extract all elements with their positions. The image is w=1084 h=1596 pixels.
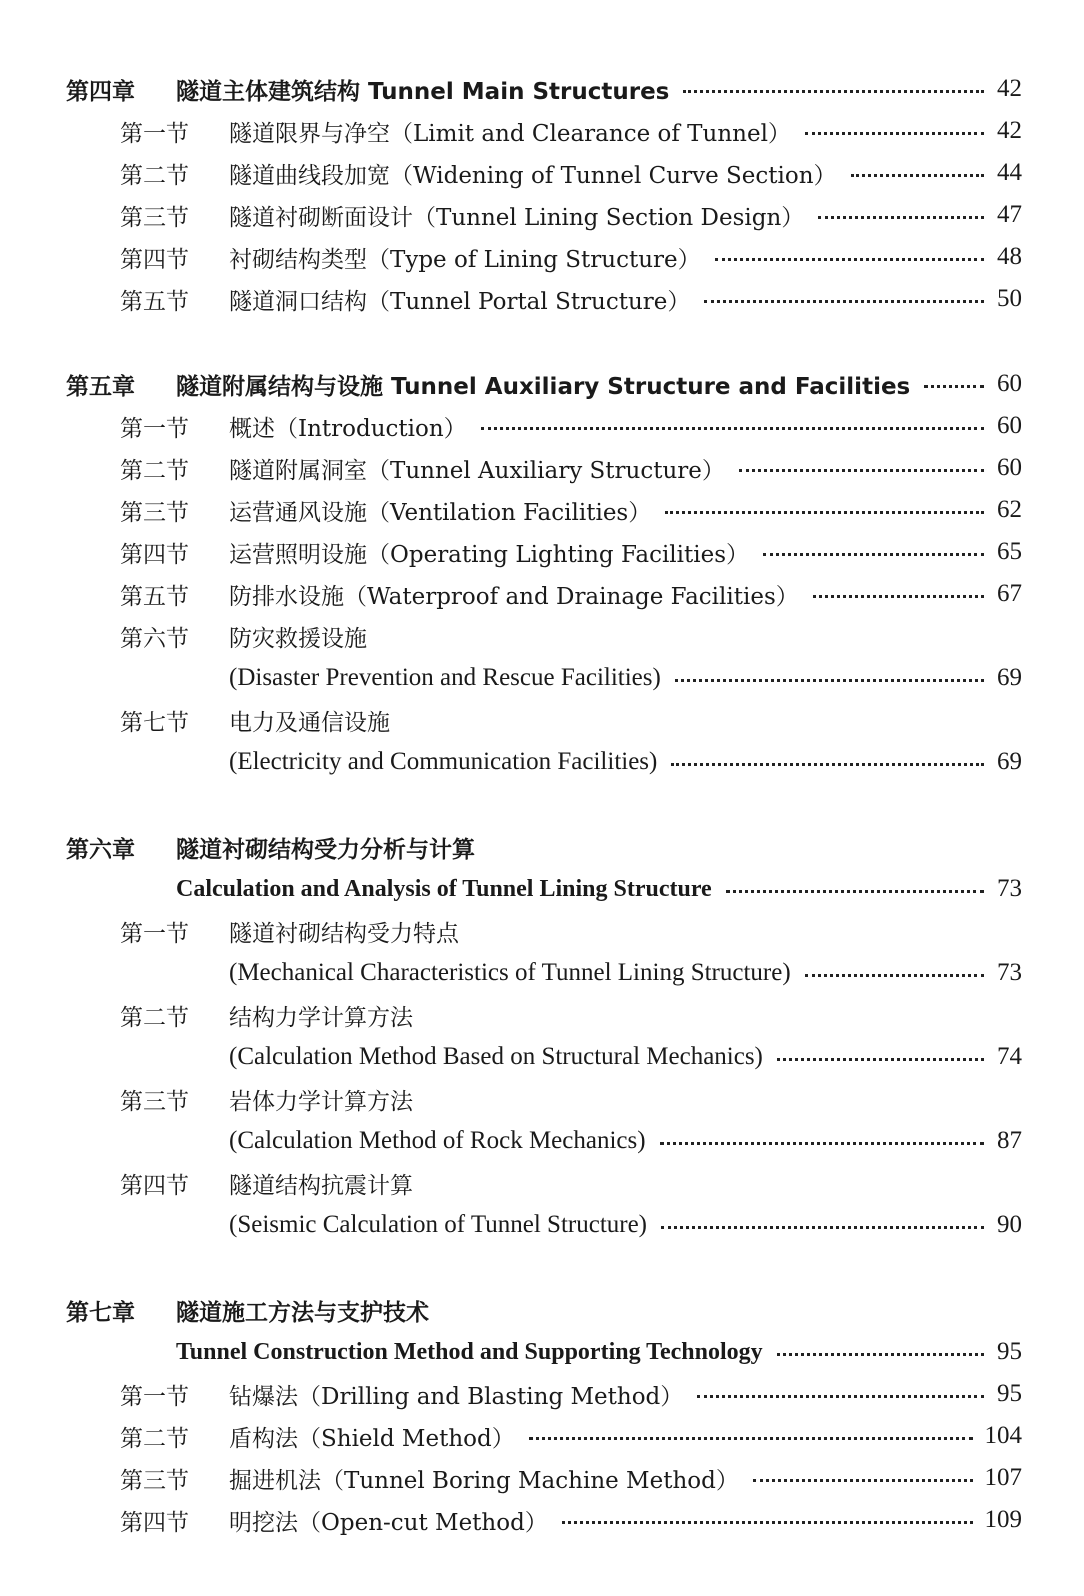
chapter-title-en: Calculation and Analysis of Tunnel Lining Structure: [176, 875, 712, 902]
dot-leader: [660, 1142, 984, 1145]
dot-leader: [661, 1226, 984, 1229]
page-number: 87: [997, 1127, 1022, 1154]
section-row: [0, 489, 1022, 531]
section-row: [0, 531, 1022, 573]
page-number: 44: [997, 159, 1022, 186]
chapter-title: 隧道附属结构与设施 Tunnel Auxiliary Structure and Facilities: [176, 373, 911, 400]
dot-leader: [665, 511, 984, 514]
dot-leader: [704, 300, 984, 303]
section-row: [0, 699, 1022, 741]
section-title: 电力及通信设施: [229, 709, 390, 736]
dot-leader: [777, 1353, 984, 1356]
section-row: [0, 110, 1022, 152]
chapter-row: [0, 68, 1022, 110]
section-row: [0, 910, 1022, 952]
section-label: 第二节: [120, 1004, 189, 1031]
section-label: 第二节: [120, 162, 189, 189]
page-number: 104: [984, 1422, 1022, 1449]
page-number: 69: [997, 664, 1022, 691]
dot-leader: [805, 132, 984, 135]
section-row-continued: [0, 741, 1022, 783]
section-title: 运营照明设施（Operating Lighting Facilities）: [229, 541, 750, 568]
section-title: 运营通风设施（Ventilation Facilities）: [229, 499, 652, 526]
section-title: 钻爆法（Drilling and Blasting Method）: [229, 1383, 684, 1410]
chapter-label: 第七章: [66, 1299, 135, 1326]
section-title: 结构力学计算方法: [229, 1004, 413, 1031]
dot-leader: [851, 174, 984, 177]
section-label: 第三节: [120, 1467, 189, 1494]
section-row: [0, 994, 1022, 1036]
page-number: 47: [997, 201, 1022, 228]
section-label: 第四节: [120, 1172, 189, 1199]
section-row: [0, 236, 1022, 278]
page-number: 62: [997, 496, 1022, 523]
page-number: 60: [997, 412, 1022, 439]
section-label: 第三节: [120, 1088, 189, 1115]
section-label: 第二节: [120, 457, 189, 484]
chapter-row: [0, 1289, 1022, 1331]
section-row: [0, 573, 1022, 615]
section-title: 隧道附属洞室（Tunnel Auxiliary Structure）: [229, 457, 725, 484]
chapter-label: 第四章: [66, 78, 135, 105]
chapter-row-continued: [0, 1331, 1022, 1373]
page-number: 95: [997, 1380, 1022, 1407]
dot-leader: [763, 553, 984, 556]
dot-leader: [683, 90, 984, 93]
chapter-title: 隧道衬砌结构受力分析与计算: [176, 836, 475, 863]
section-title: 防灾救援设施: [229, 625, 367, 652]
section-title-en: (Seismic Calculation of Tunnel Structure): [229, 1211, 648, 1238]
section-row: [0, 152, 1022, 194]
section-title: 隧道限界与净空（Limit and Clearance of Tunnel）: [229, 120, 791, 147]
dot-leader: [805, 974, 984, 977]
section-row: [0, 1373, 1022, 1415]
section-row: [0, 1415, 1022, 1457]
dot-leader: [671, 763, 984, 766]
page-number: 69: [997, 748, 1022, 775]
chapter-row: [0, 363, 1022, 405]
chapter-title: 隧道施工方法与支护技术: [176, 1299, 429, 1326]
section-title: 盾构法（Shield Method）: [229, 1425, 515, 1452]
section-row: [0, 615, 1022, 657]
section-label: 第四节: [120, 246, 189, 273]
page-number: 42: [997, 75, 1022, 102]
section-label: 第四节: [120, 1509, 189, 1536]
section-title-en: (Electricity and Communication Facilities): [229, 748, 658, 775]
section-label: 第五节: [120, 288, 189, 315]
dot-leader: [739, 469, 984, 472]
section-title-en: (Calculation Method of Rock Mechanics): [229, 1127, 646, 1154]
section-label: 第一节: [120, 415, 189, 442]
page-number: 42: [997, 117, 1022, 144]
page-number: 67: [997, 580, 1022, 607]
section-row-continued: [0, 1204, 1022, 1246]
section-row: [0, 1499, 1022, 1541]
section-title-en: (Calculation Method Based on Structural Mechanics): [229, 1043, 763, 1070]
page-number: 48: [997, 243, 1022, 270]
section-title: 隧道结构抗震计算: [229, 1172, 413, 1199]
dot-leader: [777, 1058, 984, 1061]
section-label: 第三节: [120, 499, 189, 526]
section-title: 明挖法（Open-cut Method）: [229, 1509, 548, 1536]
page-number: 50: [997, 285, 1022, 312]
page-number: 107: [984, 1464, 1022, 1491]
section-title-en: (Disaster Prevention and Rescue Facilities): [229, 664, 661, 691]
page-number: 60: [997, 454, 1022, 481]
section-label: 第一节: [120, 120, 189, 147]
chapter-row: [0, 826, 1022, 868]
dot-leader: [715, 258, 984, 261]
section-title: 衬砌结构类型（Type of Lining Structure）: [229, 246, 701, 273]
section-title: 隧道曲线段加宽（Widening of Tunnel Curve Section）: [229, 162, 837, 189]
dot-leader: [818, 216, 984, 219]
page-number: 74: [997, 1043, 1022, 1070]
dot-leader: [924, 385, 984, 388]
page-number: 60: [997, 370, 1022, 397]
section-row: [0, 278, 1022, 320]
section-label: 第七节: [120, 709, 189, 736]
page-number: 95: [997, 1338, 1022, 1365]
dot-leader: [675, 679, 984, 682]
section-label: 第一节: [120, 920, 189, 947]
page-number: 73: [997, 875, 1022, 902]
section-label: 第五节: [120, 583, 189, 610]
section-row-continued: [0, 657, 1022, 699]
dot-leader: [813, 595, 984, 598]
section-title-en: (Mechanical Characteristics of Tunnel Lining Structure): [229, 959, 791, 986]
dot-leader: [481, 427, 984, 430]
section-row: [0, 1078, 1022, 1120]
section-title: 隧道衬砌结构受力特点: [229, 920, 459, 947]
dot-leader: [562, 1521, 973, 1524]
section-label: 第三节: [120, 204, 189, 231]
chapter-label: 第六章: [66, 836, 135, 863]
section-row: [0, 1162, 1022, 1204]
chapter-row-continued: [0, 868, 1022, 910]
dot-leader: [726, 890, 984, 893]
section-row: [0, 1457, 1022, 1499]
page-number: 90: [997, 1211, 1022, 1238]
section-row: [0, 405, 1022, 447]
section-title: 掘进机法（Tunnel Boring Machine Method）: [229, 1467, 739, 1494]
page-number: 65: [997, 538, 1022, 565]
chapter-label: 第五章: [66, 373, 135, 400]
section-label: 第一节: [120, 1383, 189, 1410]
section-row-continued: [0, 952, 1022, 994]
dot-leader: [529, 1437, 973, 1440]
section-title: 概述（Introduction）: [229, 415, 467, 442]
chapter-title-en: Tunnel Construction Method and Supporting Technology: [176, 1338, 763, 1365]
dot-leader: [697, 1395, 984, 1398]
section-title: 岩体力学计算方法: [229, 1088, 413, 1115]
section-row-continued: [0, 1120, 1022, 1162]
section-row: [0, 447, 1022, 489]
page-number: 73: [997, 959, 1022, 986]
section-title: 隧道洞口结构（Tunnel Portal Structure）: [229, 288, 691, 315]
dot-leader: [753, 1479, 973, 1482]
chapter-title: 隧道主体建筑结构 Tunnel Main Structures: [176, 78, 670, 105]
section-title: 隧道衬砌断面设计（Tunnel Lining Section Design）: [229, 204, 805, 231]
section-label: 第二节: [120, 1425, 189, 1452]
section-label: 第四节: [120, 541, 189, 568]
section-row: [0, 194, 1022, 236]
section-label: 第六节: [120, 625, 189, 652]
section-title: 防排水设施（Waterproof and Drainage Facilities）: [229, 583, 799, 610]
page-number: 109: [984, 1506, 1022, 1533]
section-row-continued: [0, 1036, 1022, 1078]
